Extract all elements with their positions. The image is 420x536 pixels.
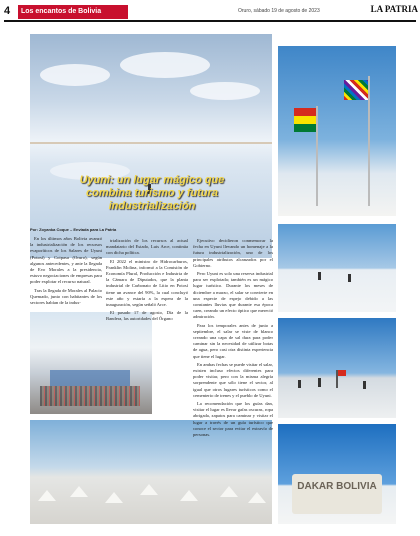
paragraph: En ambas fechas se puede visitar el salar, existen incluso efectos diferentes para poder visitar, pero con la misma alegría sorprendente que sólo tiene el sector, al igual que otros lugares turísticos como el cementerio de trenes y el pueblo de Uyuni.: [193, 361, 273, 398]
photo-ceremony-crowd: [30, 312, 152, 414]
photo-flags: [278, 46, 396, 216]
newspaper-logo: LA PATRIA: [370, 4, 418, 14]
paragraph: Pero Uyuni es solo una reserva industrial para ser explotada; también es un mágico lugar turístico. Durante los meses de diciembre a marzo, el salar se convierte en una especie de espejo debido a las constantes lluvias que durante esa época caen, creando un efecto óptico que mereció admiración.: [193, 271, 273, 320]
photo-tourists-flag: [278, 318, 396, 418]
section-banner: Los encantos de Bolivia: [18, 5, 128, 19]
photo-dakar-monument: [278, 424, 396, 524]
issue-date: Oruro, sábado 19 de agosto de 2023: [238, 8, 320, 14]
paragraph: En los últimos años Bolivia avanzó la industrialización de los recursos evaporíticos de los Salares de Uyuni (Potosí) y Coipasa (Oruro), según algunos antecedentes, y ante la llegada de Evo Morales a la presidencia, estuvo negociaciones de empresas para poder explotar el recurso natural.: [30, 236, 102, 285]
article-column-1: [30, 236, 102, 310]
header-rule: [4, 20, 416, 22]
dakar-sign-text: DAKAR BOLIVIA: [297, 481, 377, 492]
article-byline: Por: Zoyanka Coque – Enviada para La Patria: [30, 227, 117, 232]
article-column-3: [193, 238, 273, 438]
paragraph: El 2022 el ministro de Hidrocarburos, Franklin Molina, informó a la Comisión de Economía Plural, Producción e Industria de la Cámara de Diputados, que la planta industrial de Carbonato de Litio en Potosí tiene un avance del 90%, la cual concluyó este año y estaría a la espera de la inauguración, según señaló Arce.: [106, 258, 188, 308]
paragraph: La recomendación que los guías dan, visitar el lugar es llevar gafas oscuras, ropa abrigada, zapatos para caminar y visitar el lugar a través de un guía turístico que conoce el sector para evitar el extravío de personas.: [193, 401, 273, 438]
paragraph: Para los temporales antes de junio a septiembre, el salar se viste de blanco creando una capa de sal dura para poder caminar sin la necesidad de utilizar botas de agua, pero casi otra distinta experiencia que tiene el lugar.: [193, 322, 273, 359]
paragraph: Ejecutivo decidieron conmemorar la fecha en Uyuni llevando un homenaje a la futura industrialización, uno de los principales atributos alcanzados por el Gobierno.: [193, 238, 273, 268]
paragraph: trialización de los recursos al actual mandatario del Estado, Luis Arce, continúa con dicha política.: [106, 238, 188, 256]
paragraph: Tras la llegada de Morales al Palacio Quemado, junto con habitantes de los sectores habían de la indus-: [30, 287, 102, 306]
article-headline: Uyuni: un lugar mágico que combina turismo y futura industrialización: [79, 174, 225, 212]
photo-people-salt-flat: [278, 224, 396, 312]
paragraph: El pasado 17 de agosto, Día de la Bandera, las autoridades del Órgano: [106, 310, 188, 322]
page-number: 4: [4, 5, 11, 17]
article-column-2: [106, 238, 188, 322]
